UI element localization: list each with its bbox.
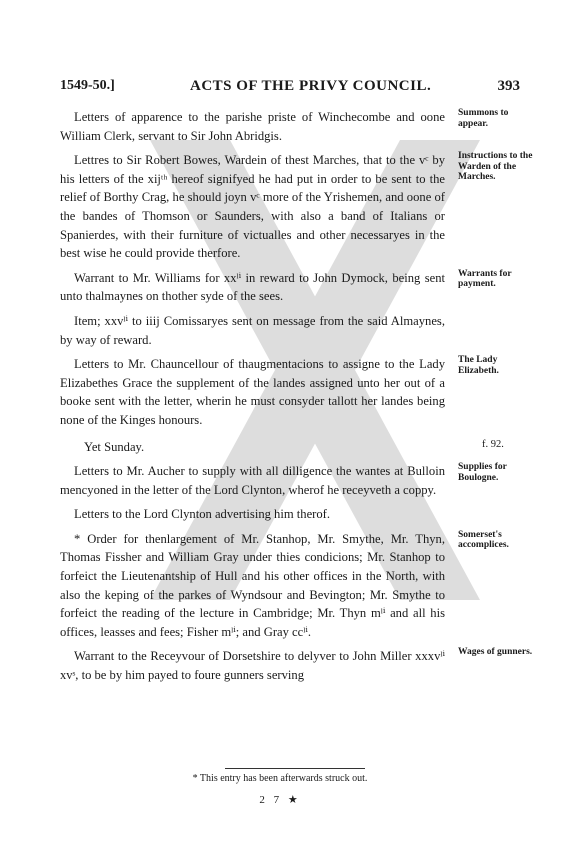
entry-instructions (60, 151, 533, 263)
running-header (60, 78, 520, 98)
margin-note: Supplies for Boulogne. (458, 462, 507, 483)
entry-text: * Order for thenlargement of Mr. Stanhop, Mr. Smythe, Mr. Thyn, Thomas Fissher and William Gray under thies condicions; Mr. Stanhop to forfeict the Lieutenantship of Hull and his other offices in the North, with also the keping of the parkes of Wyndsour and Bevington; Mr. Smythe to forfeict the reading of the lecture in Cambridge; Mr. Thyn mˡⁱ and all his offices, leasses and fees; Fisher mˡⁱ; and Gray ccˡⁱ. (60, 531, 445, 639)
margin-note: Summons to appear. (458, 108, 509, 129)
entry-lady-elizabeth (60, 355, 499, 429)
margin-note: Somerset's accomplices. (458, 529, 509, 551)
page-body (60, 108, 533, 691)
header-title: ACTS OF THE PRIVY COUNCIL. (190, 78, 432, 94)
margin-note: Instructions to the Warden of the Marches. (458, 151, 533, 183)
entry-order-enlargement (60, 529, 509, 642)
entry-summons (60, 108, 509, 145)
entry-warrant-williams (60, 268, 512, 306)
entry-aucher (60, 462, 507, 499)
margin-note: The Lady Elizabeth. (458, 355, 499, 376)
entry-text: Lettres to Sir Robert Bowes, Wardein of thest Marches, that to the vᶜ by his letters of the xijᵗʰ hereof signifyed he had put in order to be sent to the relief of Borthy Crag, he should joyn vᶜ more of the Yrishemen, and oone of the bandes of Thomson or Saunders, with also a band of Italians or Spanierdes, with their furniture of victualles and other necessaryes in the best wise he could provide therfore. (60, 153, 445, 261)
entry-clynton (60, 505, 445, 524)
signature-mark: 2 7 ★ (259, 794, 301, 806)
margin-note: Wages of gunners. (458, 647, 533, 658)
entry-text: Letters to Mr. Aucher to supply with all dilligence the wantes at Bulloin mencyoned in the letter of the Lord Clynton, wherof he receyveth a coppy. (60, 464, 445, 497)
entry-text: Warrant to Mr. Williams for xxˡⁱ in reward to John Dymock, being sent unto thalmaynes on thother syde of the sees. (60, 270, 445, 304)
entry-text: Item; xxvˡⁱ to iiij Comissaryes sent on message from the said Almaynes, by way of reward. (60, 313, 445, 347)
page-number: 393 (497, 78, 520, 94)
entry-text: Letters to Mr. Chauncellour of thaugmentacions to assigne to the Lady Elizabethes Grace the supplement of the landes assigned unto her out of a booke sent with the letter, wherin he must consyder tallott her landes being none of the Kinges honours. (60, 357, 445, 427)
section-heading-text: Yet Sunday. (84, 439, 145, 454)
footnote-divider (225, 768, 365, 769)
section-heading (84, 438, 504, 457)
margin-note: Warrants for payment. (458, 268, 512, 290)
folio-note: f. 92. (482, 438, 504, 450)
header-years: 1549-50.] (60, 78, 115, 93)
entry-item (60, 312, 445, 349)
entry-text: Letters of apparence to the parishe priste of Winchecombe and oone William Clerk, servant to Sir John Abridgis. (60, 110, 445, 143)
footnote: * This entry has been afterwards struck out. (192, 773, 368, 784)
entry-warrant-dorset (60, 647, 533, 684)
entry-text: Warrant to the Receyvour of Dorsetshire to delyver to John Miller xxxvˡⁱ xvˢ, to be by him payed to foure gunners serving (60, 649, 445, 683)
entry-text: Letters to the Lord Clynton advertising him therof. (74, 507, 331, 522)
